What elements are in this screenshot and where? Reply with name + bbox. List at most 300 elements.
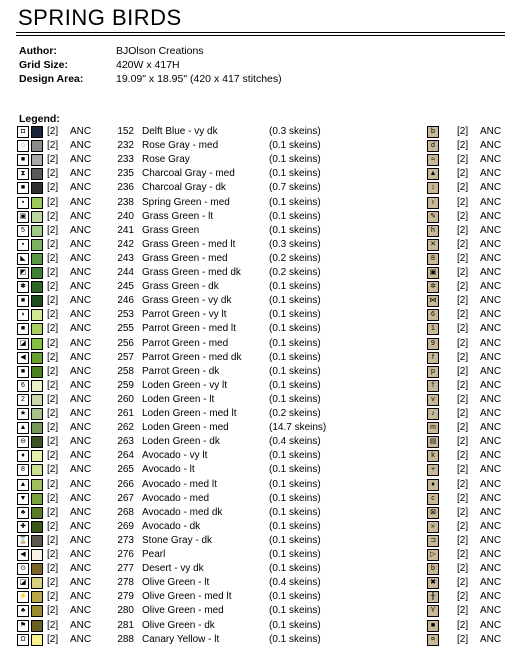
thread-number: 245 bbox=[117, 281, 134, 293]
right-column-count: [2] bbox=[457, 267, 469, 278]
skein-amount: (0.7 skeins) bbox=[269, 182, 321, 194]
right-column-brand: ANC bbox=[480, 140, 502, 152]
skein-amount: (0.1 skeins) bbox=[269, 605, 321, 617]
right-column-brand: ANC bbox=[480, 549, 502, 560]
thread-name: Olive Green - lt bbox=[142, 577, 210, 589]
right-column-count: [2] bbox=[457, 436, 469, 448]
legend-row bbox=[0, 492, 505, 506]
legend-row bbox=[0, 449, 505, 463]
skein-amount: (0.1 skeins) bbox=[269, 168, 321, 180]
thread-brand: ANC bbox=[70, 351, 92, 363]
right-column-count: [2] bbox=[457, 168, 469, 180]
title-rule-bottom bbox=[16, 35, 505, 36]
skein-amount: (0.3 skeins) bbox=[269, 238, 321, 250]
legend-row bbox=[0, 337, 505, 351]
stitch-symbol: ■ bbox=[17, 154, 29, 166]
thread-name: Loden Green - med bbox=[142, 422, 229, 434]
stitch-symbol: ⊙ bbox=[17, 563, 29, 575]
right-column-count: [2] bbox=[457, 549, 469, 560]
strand-count: [2] bbox=[47, 563, 59, 575]
thread-name: Pearl bbox=[142, 549, 166, 560]
right-column-count: [2] bbox=[457, 393, 469, 405]
thread-number: 264 bbox=[117, 450, 134, 462]
legend-row bbox=[0, 322, 505, 336]
thread-name: Loden Green - med lt bbox=[142, 408, 237, 419]
legend-row bbox=[0, 534, 505, 548]
thread-name: Loden Green - dk bbox=[142, 436, 220, 448]
strand-count: [2] bbox=[47, 506, 59, 518]
right-column-symbol: f bbox=[427, 352, 439, 364]
legend-row bbox=[0, 478, 505, 492]
right-column-count: [2] bbox=[457, 210, 469, 222]
thread-name: Avocado - dk bbox=[142, 520, 201, 532]
legend-row bbox=[0, 224, 505, 238]
stitch-symbol: ■ bbox=[17, 366, 29, 378]
thread-number: 266 bbox=[117, 478, 134, 490]
strand-count: [2] bbox=[47, 238, 59, 250]
right-column-count: [2] bbox=[457, 295, 469, 307]
right-column-symbol: ▲ bbox=[427, 168, 439, 180]
design-area-label: Design Area: bbox=[19, 73, 84, 85]
thread-brand: ANC bbox=[70, 464, 92, 476]
thread-name: Loden Green - lt bbox=[142, 393, 215, 405]
skein-amount: (14.7 skeins) bbox=[269, 422, 327, 434]
stitch-symbol: ■ bbox=[17, 182, 29, 194]
color-swatch bbox=[31, 295, 43, 307]
right-column-count: [2] bbox=[457, 591, 469, 603]
color-swatch bbox=[31, 352, 43, 364]
color-swatch bbox=[31, 281, 43, 293]
right-column-count: [2] bbox=[457, 365, 469, 377]
thread-number: 244 bbox=[117, 267, 134, 278]
stitch-symbol: ■ bbox=[17, 323, 29, 335]
title-rule-top bbox=[16, 32, 505, 33]
design-area-value: 19.09" x 18.95" (420 x 417 stitches) bbox=[116, 73, 282, 85]
right-column-symbol: » bbox=[427, 521, 439, 533]
thread-number: 269 bbox=[117, 520, 134, 532]
stitch-symbol: ▣ bbox=[17, 211, 29, 223]
right-column-count: [2] bbox=[457, 464, 469, 476]
strand-count: [2] bbox=[47, 337, 59, 349]
right-column-brand: ANC bbox=[480, 224, 502, 236]
right-column-symbol: m bbox=[427, 422, 439, 434]
strand-count: [2] bbox=[47, 140, 59, 152]
color-swatch bbox=[31, 620, 43, 632]
thread-number: 267 bbox=[117, 492, 134, 504]
thread-name: Parrot Green - med dk bbox=[142, 351, 242, 363]
thread-number: 262 bbox=[117, 422, 134, 434]
thread-brand: ANC bbox=[70, 619, 92, 631]
right-column-symbol: 6 bbox=[427, 309, 439, 321]
skein-amount: (0.1 skeins) bbox=[269, 196, 321, 208]
thread-brand: ANC bbox=[70, 549, 92, 560]
strand-count: [2] bbox=[47, 492, 59, 504]
right-column-count: [2] bbox=[457, 281, 469, 293]
right-column-count: [2] bbox=[457, 605, 469, 617]
legend-row bbox=[0, 365, 505, 379]
right-column-symbol: ⋈ bbox=[427, 295, 439, 307]
thread-number: 258 bbox=[117, 365, 134, 377]
color-swatch bbox=[31, 464, 43, 476]
right-column-symbol: ⊐ bbox=[427, 535, 439, 547]
right-column-brand: ANC bbox=[480, 408, 502, 419]
strand-count: [2] bbox=[47, 393, 59, 405]
stitch-symbol: ◗ bbox=[17, 309, 29, 321]
thread-name: Stone Gray - dk bbox=[142, 534, 213, 546]
skein-amount: (0.1 skeins) bbox=[269, 633, 321, 645]
right-column-count: [2] bbox=[457, 408, 469, 419]
right-column-brand: ANC bbox=[480, 238, 502, 250]
right-column-count: [2] bbox=[457, 351, 469, 363]
color-swatch bbox=[31, 422, 43, 434]
right-column-brand: ANC bbox=[480, 450, 502, 462]
thread-name: Charcoal Gray - dk bbox=[142, 182, 226, 194]
thread-brand: ANC bbox=[70, 252, 92, 264]
right-column-brand: ANC bbox=[480, 252, 502, 264]
thread-number: 257 bbox=[117, 351, 134, 363]
right-column-count: [2] bbox=[457, 182, 469, 194]
skein-amount: (0.1 skeins) bbox=[269, 591, 321, 603]
thread-name: Rose Gray - med bbox=[142, 140, 219, 152]
right-column-brand: ANC bbox=[480, 506, 502, 518]
skein-amount: (0.1 skeins) bbox=[269, 337, 321, 349]
stitch-symbol: 6 bbox=[17, 380, 29, 392]
thread-name: Avocado - lt bbox=[142, 464, 195, 476]
thread-name: Parrot Green - dk bbox=[142, 365, 220, 377]
grid-size-value: 420W x 417H bbox=[116, 59, 180, 71]
skein-amount: (0.4 skeins) bbox=[269, 436, 321, 448]
strand-count: [2] bbox=[47, 520, 59, 532]
thread-name: Grass Green - lt bbox=[142, 210, 214, 222]
strand-count: [2] bbox=[47, 126, 59, 137]
legend-row bbox=[0, 562, 505, 576]
color-swatch bbox=[31, 479, 43, 491]
stitch-symbol: ▼ bbox=[17, 493, 29, 505]
right-column-count: [2] bbox=[457, 422, 469, 434]
legend-row bbox=[0, 633, 505, 647]
skein-amount: (0.1 skeins) bbox=[269, 549, 321, 560]
right-column-brand: ANC bbox=[480, 379, 502, 391]
color-swatch bbox=[31, 549, 43, 561]
right-column-brand: ANC bbox=[480, 281, 502, 293]
color-swatch bbox=[31, 591, 43, 603]
thread-brand: ANC bbox=[70, 126, 92, 137]
thread-number: 238 bbox=[117, 196, 134, 208]
right-column-brand: ANC bbox=[480, 591, 502, 603]
thread-name: Grass Green - vy dk bbox=[142, 295, 232, 307]
grid-size-label: Grid Size: bbox=[19, 59, 69, 71]
legend-row bbox=[0, 266, 505, 280]
right-column-brand: ANC bbox=[480, 464, 502, 476]
legend-row bbox=[0, 294, 505, 308]
right-column-count: [2] bbox=[457, 450, 469, 462]
thread-name: Avocado - vy lt bbox=[142, 450, 208, 462]
thread-number: 260 bbox=[117, 393, 134, 405]
skein-amount: (0.1 skeins) bbox=[269, 478, 321, 490]
skein-amount: (0.2 skeins) bbox=[269, 408, 321, 419]
strand-count: [2] bbox=[47, 323, 59, 335]
right-column-symbol: 9 bbox=[427, 338, 439, 350]
right-column-brand: ANC bbox=[480, 577, 502, 589]
right-column-brand: ANC bbox=[480, 309, 502, 321]
legend-row bbox=[0, 153, 505, 167]
right-column-count: [2] bbox=[457, 520, 469, 532]
stitch-symbol: ♦ bbox=[17, 450, 29, 462]
skein-amount: (0.1 skeins) bbox=[269, 281, 321, 293]
thread-number: 236 bbox=[117, 182, 134, 194]
right-column-symbol: ¤ bbox=[427, 634, 439, 646]
strand-count: [2] bbox=[47, 478, 59, 490]
thread-name: Loden Green - vy lt bbox=[142, 379, 228, 391]
right-column-symbol: ı bbox=[427, 197, 439, 209]
thread-brand: ANC bbox=[70, 196, 92, 208]
right-column-count: [2] bbox=[457, 140, 469, 152]
skein-amount: (0.2 skeins) bbox=[269, 267, 321, 278]
legend-row bbox=[0, 308, 505, 322]
right-column-count: [2] bbox=[457, 252, 469, 264]
stitch-symbol: ⊖ bbox=[17, 436, 29, 448]
right-column-brand: ANC bbox=[480, 323, 502, 335]
strand-count: [2] bbox=[47, 577, 59, 589]
color-swatch bbox=[31, 126, 43, 138]
right-column-symbol: ⊠ bbox=[427, 507, 439, 519]
skein-amount: (0.2 skeins) bbox=[269, 252, 321, 264]
strand-count: [2] bbox=[47, 436, 59, 448]
legend-row bbox=[0, 576, 505, 590]
right-column-brand: ANC bbox=[480, 154, 502, 166]
color-swatch bbox=[31, 225, 43, 237]
stitch-symbol: ■ bbox=[17, 295, 29, 307]
legend-row bbox=[0, 167, 505, 181]
stitch-symbol: ✱ bbox=[17, 281, 29, 293]
right-column-symbol: ✕ bbox=[427, 239, 439, 251]
color-swatch bbox=[31, 366, 43, 378]
thread-brand: ANC bbox=[70, 309, 92, 321]
thread-name: Spring Green - med bbox=[142, 196, 230, 208]
strand-count: [2] bbox=[47, 351, 59, 363]
stitch-symbol: ▪ bbox=[17, 197, 29, 209]
skein-amount: (0.1 skeins) bbox=[269, 563, 321, 575]
color-swatch bbox=[31, 577, 43, 589]
legend-row bbox=[0, 238, 505, 252]
thread-brand: ANC bbox=[70, 520, 92, 532]
thread-number: 152 bbox=[117, 126, 134, 137]
right-column-symbol: d bbox=[427, 140, 439, 152]
skein-amount: (0.1 skeins) bbox=[269, 154, 321, 166]
legend-row bbox=[0, 125, 505, 139]
right-column-count: [2] bbox=[457, 534, 469, 546]
skein-amount: (0.1 skeins) bbox=[269, 323, 321, 335]
right-column-brand: ANC bbox=[480, 393, 502, 405]
legend-row bbox=[0, 280, 505, 294]
color-swatch bbox=[31, 436, 43, 448]
stitch-symbol: ◘ bbox=[17, 126, 29, 138]
thread-name: Grass Green - dk bbox=[142, 281, 219, 293]
strand-count: [2] bbox=[47, 534, 59, 546]
legend-row bbox=[0, 351, 505, 365]
right-column-count: [2] bbox=[457, 506, 469, 518]
right-column-symbol: ✖ bbox=[427, 577, 439, 589]
strand-count: [2] bbox=[47, 605, 59, 617]
right-column-symbol: ╫ bbox=[427, 591, 439, 603]
strand-count: [2] bbox=[47, 182, 59, 194]
color-swatch bbox=[31, 380, 43, 392]
thread-number: 235 bbox=[117, 168, 134, 180]
right-column-brand: ANC bbox=[480, 337, 502, 349]
thread-number: 246 bbox=[117, 295, 134, 307]
right-column-brand: ANC bbox=[480, 478, 502, 490]
thread-brand: ANC bbox=[70, 281, 92, 293]
stitch-symbol: ✚ bbox=[17, 521, 29, 533]
right-column-count: [2] bbox=[457, 323, 469, 335]
color-swatch bbox=[31, 605, 43, 617]
legend-row bbox=[0, 506, 505, 520]
skein-amount: (0.1 skeins) bbox=[269, 464, 321, 476]
skein-amount: (0.3 skeins) bbox=[269, 126, 321, 137]
thread-name: Delft Blue - vy dk bbox=[142, 126, 218, 137]
strand-count: [2] bbox=[47, 379, 59, 391]
thread-brand: ANC bbox=[70, 605, 92, 617]
legend-row bbox=[0, 393, 505, 407]
right-column-symbol: ✎ bbox=[427, 211, 439, 223]
skein-amount: (0.1 skeins) bbox=[269, 393, 321, 405]
color-swatch bbox=[31, 634, 43, 646]
color-swatch bbox=[31, 394, 43, 406]
right-column-symbol: ✲ bbox=[427, 281, 439, 293]
skein-amount: (0.1 skeins) bbox=[269, 520, 321, 532]
right-column-symbol: ♪ bbox=[427, 408, 439, 420]
color-swatch bbox=[31, 140, 43, 152]
thread-number: 288 bbox=[117, 633, 134, 645]
right-column-count: [2] bbox=[457, 492, 469, 504]
stitch-symbol: ◀ bbox=[17, 549, 29, 561]
legend-row bbox=[0, 435, 505, 449]
right-column-symbol: c bbox=[427, 493, 439, 505]
thread-name: Olive Green - med bbox=[142, 605, 224, 617]
stitch-symbol: ◣ bbox=[17, 253, 29, 265]
color-swatch bbox=[31, 493, 43, 505]
right-column-symbol: ♦ bbox=[427, 479, 439, 491]
right-column-symbol: b bbox=[427, 563, 439, 575]
thread-brand: ANC bbox=[70, 563, 92, 575]
thread-brand: ANC bbox=[70, 182, 92, 194]
skein-amount: (0.1 skeins) bbox=[269, 450, 321, 462]
strand-count: [2] bbox=[47, 309, 59, 321]
right-column-brand: ANC bbox=[480, 563, 502, 575]
right-column-symbol: ≈ bbox=[427, 154, 439, 166]
skein-amount: (0.1 skeins) bbox=[269, 619, 321, 631]
right-column-count: [2] bbox=[457, 563, 469, 575]
thread-number: 268 bbox=[117, 506, 134, 518]
strand-count: [2] bbox=[47, 365, 59, 377]
right-column-brand: ANC bbox=[480, 422, 502, 434]
thread-name: Charcoal Gray - med bbox=[142, 168, 235, 180]
right-column-brand: ANC bbox=[480, 605, 502, 617]
thread-number: 263 bbox=[117, 436, 134, 448]
thread-number: 273 bbox=[117, 534, 134, 546]
thread-brand: ANC bbox=[70, 337, 92, 349]
strand-count: [2] bbox=[47, 464, 59, 476]
thread-name: Grass Green - med bbox=[142, 252, 228, 264]
color-swatch bbox=[31, 521, 43, 533]
thread-name: Avocado - med dk bbox=[142, 506, 223, 518]
right-column-brand: ANC bbox=[480, 210, 502, 222]
strand-count: [2] bbox=[47, 154, 59, 166]
skein-amount: (0.1 skeins) bbox=[269, 295, 321, 307]
thread-brand: ANC bbox=[70, 534, 92, 546]
right-column-symbol: ↕ bbox=[427, 182, 439, 194]
thread-number: 278 bbox=[117, 577, 134, 589]
color-swatch bbox=[31, 309, 43, 321]
thread-name: Parrot Green - med bbox=[142, 337, 229, 349]
thread-brand: ANC bbox=[70, 379, 92, 391]
thread-name: Avocado - med lt bbox=[142, 478, 217, 490]
right-column-brand: ANC bbox=[480, 126, 502, 137]
stitch-symbol: ▲ bbox=[17, 422, 29, 434]
legend-row bbox=[0, 604, 505, 618]
thread-brand: ANC bbox=[70, 591, 92, 603]
strand-count: [2] bbox=[47, 422, 59, 434]
color-swatch bbox=[31, 267, 43, 279]
right-column-symbol: ▤ bbox=[427, 436, 439, 448]
right-column-count: [2] bbox=[457, 577, 469, 589]
strand-count: [2] bbox=[47, 267, 59, 278]
skein-amount: (0.1 skeins) bbox=[269, 140, 321, 152]
thread-brand: ANC bbox=[70, 577, 92, 589]
thread-name: Grass Green bbox=[142, 224, 200, 236]
right-column-symbol: v bbox=[427, 394, 439, 406]
strand-count: [2] bbox=[47, 196, 59, 208]
strand-count: [2] bbox=[47, 450, 59, 462]
thread-brand: ANC bbox=[70, 492, 92, 504]
right-column-symbol: † bbox=[427, 380, 439, 392]
stitch-symbol: ⚑ bbox=[17, 620, 29, 632]
strand-count: [2] bbox=[47, 408, 59, 419]
stitch-symbol: ▲ bbox=[17, 479, 29, 491]
right-column-count: [2] bbox=[457, 619, 469, 631]
color-swatch bbox=[31, 535, 43, 547]
color-swatch bbox=[31, 563, 43, 575]
thread-number: 277 bbox=[117, 563, 134, 575]
right-column-brand: ANC bbox=[480, 196, 502, 208]
thread-name: Olive Green - med lt bbox=[142, 591, 232, 603]
right-column-brand: ANC bbox=[480, 520, 502, 532]
thread-number: 255 bbox=[117, 323, 134, 335]
strand-count: [2] bbox=[47, 633, 59, 645]
color-swatch bbox=[31, 450, 43, 462]
thread-name: Grass Green - med lt bbox=[142, 238, 236, 250]
color-swatch bbox=[31, 197, 43, 209]
thread-brand: ANC bbox=[70, 478, 92, 490]
thread-number: 261 bbox=[117, 408, 134, 419]
stitch-symbol: 2 bbox=[17, 394, 29, 406]
right-column-count: [2] bbox=[457, 196, 469, 208]
strand-count: [2] bbox=[47, 549, 59, 560]
right-column-count: [2] bbox=[457, 224, 469, 236]
thread-name: Rose Gray bbox=[142, 154, 190, 166]
thread-brand: ANC bbox=[70, 506, 92, 518]
strand-count: [2] bbox=[47, 210, 59, 222]
right-column-symbol: 8 bbox=[427, 253, 439, 265]
legend-row bbox=[0, 421, 505, 435]
right-column-symbol: 1 bbox=[427, 323, 439, 335]
color-swatch bbox=[31, 239, 43, 251]
skein-amount: (0.1 skeins) bbox=[269, 506, 321, 518]
color-swatch bbox=[31, 182, 43, 194]
stitch-symbol: 5 bbox=[17, 225, 29, 237]
legend-row bbox=[0, 619, 505, 633]
thread-number: 280 bbox=[117, 605, 134, 617]
